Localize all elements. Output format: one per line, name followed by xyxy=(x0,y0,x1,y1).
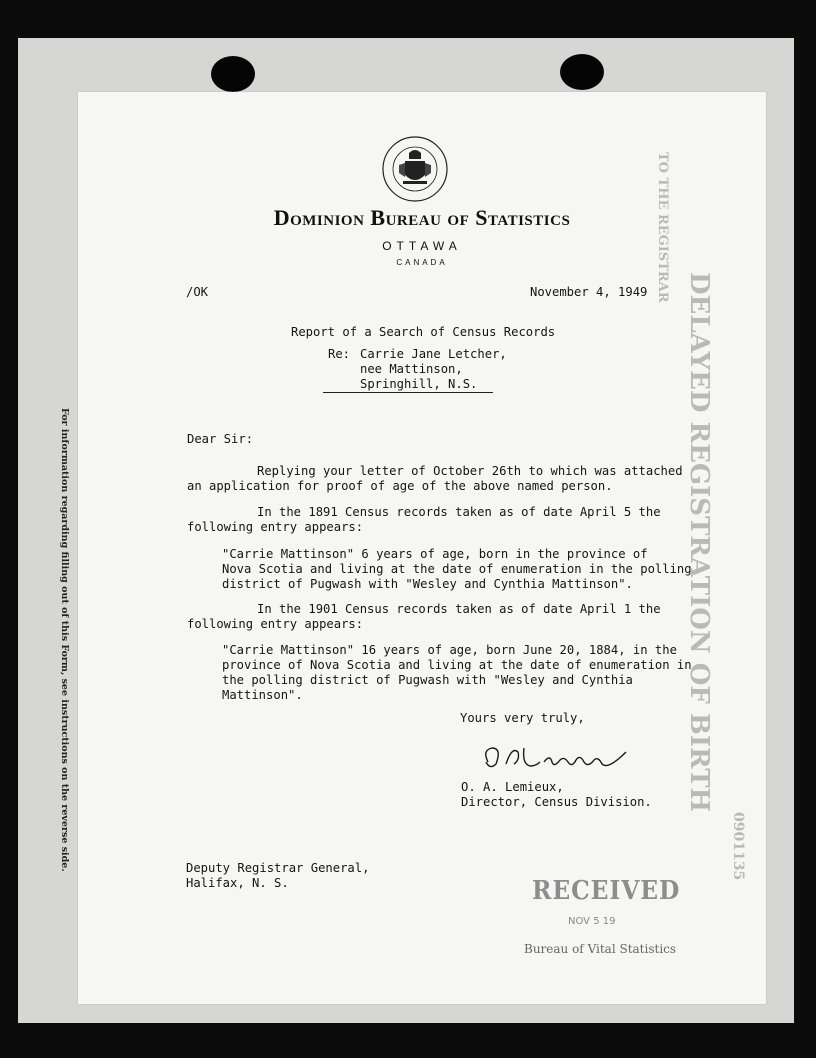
side-instruction-text: For information regarding filling out of this Form, see instructions on the reverse side. xyxy=(59,408,70,872)
paragraph-1-line-2: an application for proof of age of the above named person. xyxy=(187,479,613,493)
bleed-through-number: 0901135 xyxy=(730,812,746,881)
re-line-1: Carrie Jane Letcher, xyxy=(360,347,507,361)
bleed-through-title: DELAYED REGISTRATION OF BIRTH xyxy=(684,272,714,813)
department-seal-icon xyxy=(381,135,449,203)
side-instruction xyxy=(54,408,72,872)
re-label: Re: xyxy=(328,347,351,361)
re-line-3: Springhill, N.S. xyxy=(360,377,478,391)
re-line-2: nee Mattinson, xyxy=(360,362,463,376)
quote-2-line-3: the polling district of Pugwash with "Wesley and Cynthia xyxy=(222,673,633,687)
closing: Yours very truly, xyxy=(460,711,585,725)
quote-2-line-2: province of Nova Scotia and living at the date of enumeration in xyxy=(222,658,692,672)
quote-1-line-2: Nova Scotia and living at the date of enumeration in the polling xyxy=(222,562,692,576)
letter-date: November 4, 1949 xyxy=(530,285,648,299)
stamp-title: RECEIVED xyxy=(532,876,681,906)
recipient-line-1: Deputy Registrar General, xyxy=(186,861,370,875)
letterhead-city: OTTAWA xyxy=(382,239,462,253)
paragraph-3-line-1: In the 1901 Census records taken as of date April 1 the xyxy=(257,602,661,616)
quote-1-line-1: "Carrie Mattinson" 6 years of age, born in the province of xyxy=(222,547,648,561)
punch-hole-right xyxy=(560,54,604,90)
signature xyxy=(478,740,638,778)
signer-name: O. A. Lemieux, xyxy=(461,780,564,794)
paragraph-2-line-1: In the 1891 Census records taken as of date April 5 the xyxy=(257,505,661,519)
bleed-through-heading: TO THE REGISTRAR xyxy=(655,152,670,303)
quote-2-line-4: Mattinson". xyxy=(222,688,303,702)
stamp-date: NOV 5 19 xyxy=(568,916,616,927)
punch-hole-left xyxy=(211,56,255,92)
received-stamp xyxy=(524,872,684,972)
paragraph-3-line-2: following entry appears: xyxy=(187,617,364,631)
paragraph-1-line-1: Replying your letter of October 26th to which was attached xyxy=(257,464,683,478)
stamp-bureau: Bureau of Vital Statistics xyxy=(524,942,677,956)
letter-page xyxy=(78,92,766,1004)
reference-code: /OK xyxy=(186,285,209,299)
quote-1-line-3: district of Pugwash with "Wesley and Cynthia Mattinson". xyxy=(222,577,633,591)
letterhead-title: Dominion Bureau of Statistics xyxy=(273,205,571,230)
re-underline xyxy=(323,392,493,393)
report-title: Report of a Search of Census Records xyxy=(291,325,556,339)
letterhead-country: CANADA xyxy=(396,258,448,267)
signer-title: Director, Census Division. xyxy=(461,795,652,809)
quote-2-line-1: "Carrie Mattinson" 16 years of age, born June 20, 1884, in the xyxy=(222,643,677,657)
salutation: Dear Sir: xyxy=(187,432,254,446)
paragraph-2-line-2: following entry appears: xyxy=(187,520,364,534)
recipient-line-2: Halifax, N. S. xyxy=(186,876,289,890)
